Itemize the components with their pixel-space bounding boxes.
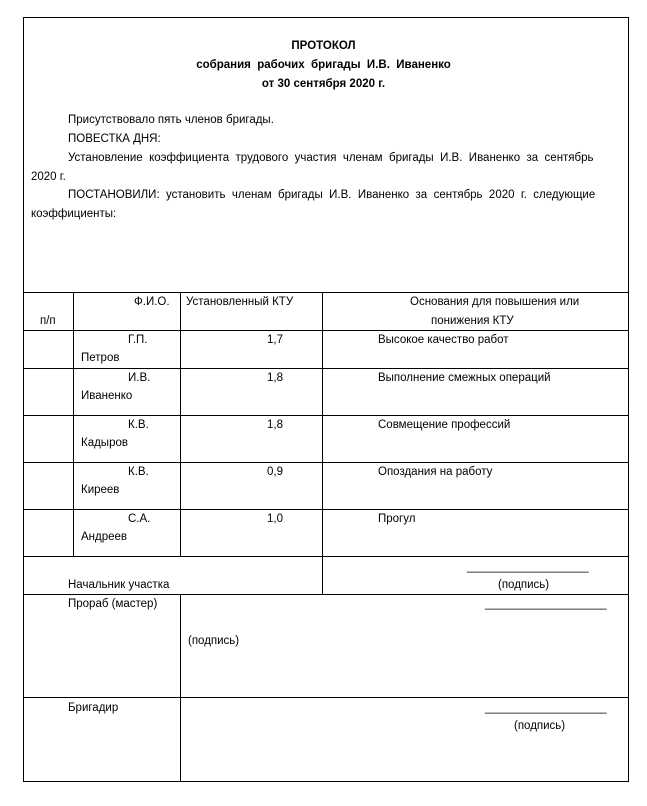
table-row-border [23,509,629,510]
header-reason: понижения КТУ [431,315,514,327]
header-ktu: Установленный КТУ [186,296,294,308]
row-ktu: 1,0 [267,513,283,525]
table-header-border [23,330,629,331]
table-top-border [23,292,629,293]
brigadier-label: Бригадир [68,702,119,714]
row-reason: Опоздания на работу [378,466,493,478]
foreman-signature-line: ___________________ [485,598,607,610]
chief-signature-line: ___________________ [467,561,589,573]
doc-date: от 30 сентября 2020 г. [261,78,386,90]
doc-title: ПРОТОКОЛ [291,40,356,52]
present-text: Присутствовало пять членов бригады. [68,114,274,126]
row-initials: К.В. [128,419,149,431]
row-initials: К.В. [128,466,149,478]
table-row-border [23,368,629,369]
row-ktu: 1,8 [267,372,283,384]
header-reason: Основания для повышения или [410,296,580,308]
doc-subtitle: собрания рабочих бригады И.В. Иваненко [196,59,451,71]
row-ktu: 1,7 [267,334,283,346]
resolved-line1: ПОСТАНОВИЛИ: установить членам бригады И.В. Иваненко за сентябрь 2020 г. следующие [68,189,596,201]
resolved-line2: коэффициенты: [31,208,117,220]
signature-border [23,594,629,595]
agenda-line2: 2020 г. [31,171,66,183]
row-initials: Г.П. [128,334,148,346]
row-surname: Петров [81,352,120,364]
row-reason: Выполнение смежных операций [378,372,551,384]
row-ktu: 0,9 [267,466,283,478]
header-name: Ф.И.О. [134,296,170,308]
row-reason: Высокое качество работ [378,334,509,346]
col-divider [322,292,323,594]
col-divider [180,594,181,782]
table-row-border [23,462,629,463]
row-reason: Прогул [378,513,416,525]
foreman-label: Прораб (мастер) [68,598,158,610]
brigadier-signature-caption: (подпись) [514,720,566,732]
signature-border [23,697,629,698]
row-surname: Иваненко [81,390,133,402]
row-initials: С.А. [128,513,151,525]
row-initials: И.В. [128,372,151,384]
row-surname: Кадыров [81,437,128,449]
chief-label: Начальник участка [68,579,170,591]
header-num: п/п [40,315,56,327]
row-surname: Киреев [81,484,120,496]
chief-signature-caption: (подпись) [498,579,550,591]
col-divider [180,292,181,556]
agenda-line1: Установление коэффициента трудового участия членам бригады И.В. Иваненко за сентябрь [68,152,594,164]
brigadier-signature-line: ___________________ [485,702,607,714]
row-surname: Андреев [81,531,128,543]
agenda-label: ПОВЕСТКА ДНЯ: [68,133,161,145]
col-divider [73,292,74,556]
table-bottom-border [23,556,629,557]
row-reason: Совмещение профессий [378,419,511,431]
row-ktu: 1,8 [267,419,283,431]
foreman-signature-caption: (подпись) [188,635,240,647]
table-row-border [23,415,629,416]
